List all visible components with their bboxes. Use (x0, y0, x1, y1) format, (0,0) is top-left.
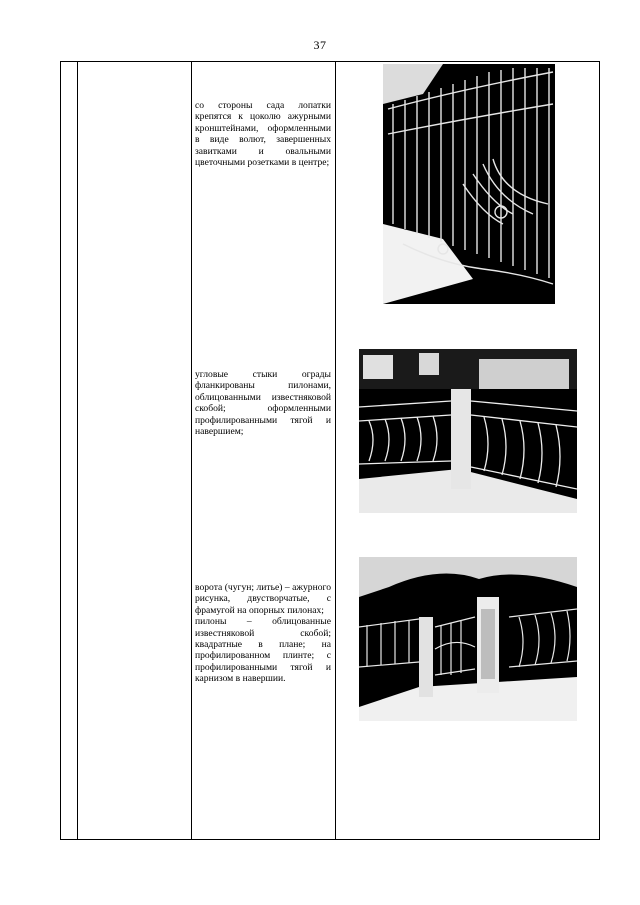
column-divider (77, 62, 78, 839)
row-2-description: угловые стыки ограды фланкированы пилонами, облицованными известняковой скобой; оформленными профилированными тягой и навершием; (195, 369, 331, 438)
row-1-description: со стороны сада лопатки крепятся к цоколю ажурными кронштейнами, оформленными в виде волют, завершенных завитками и овальными цветочными розетками в центре; (195, 100, 331, 169)
gate-pylons-photo (359, 557, 577, 721)
column-divider (335, 62, 336, 839)
description-table (60, 61, 600, 840)
fence-bracket-photo (383, 64, 555, 304)
column-divider (191, 62, 192, 839)
row-3-description: ворота (чугун; литье) – ажурного рисунка, двустворчатые, с фрамугой на опорных пилонах; пилоны – облицованные известняковой скобой; квадратные в плане; на профилированном плинте; с профилированными тягой и карнизом в навершии. (195, 582, 331, 685)
page-number: 37 (313, 38, 327, 52)
fence-corner-photo (359, 349, 577, 513)
